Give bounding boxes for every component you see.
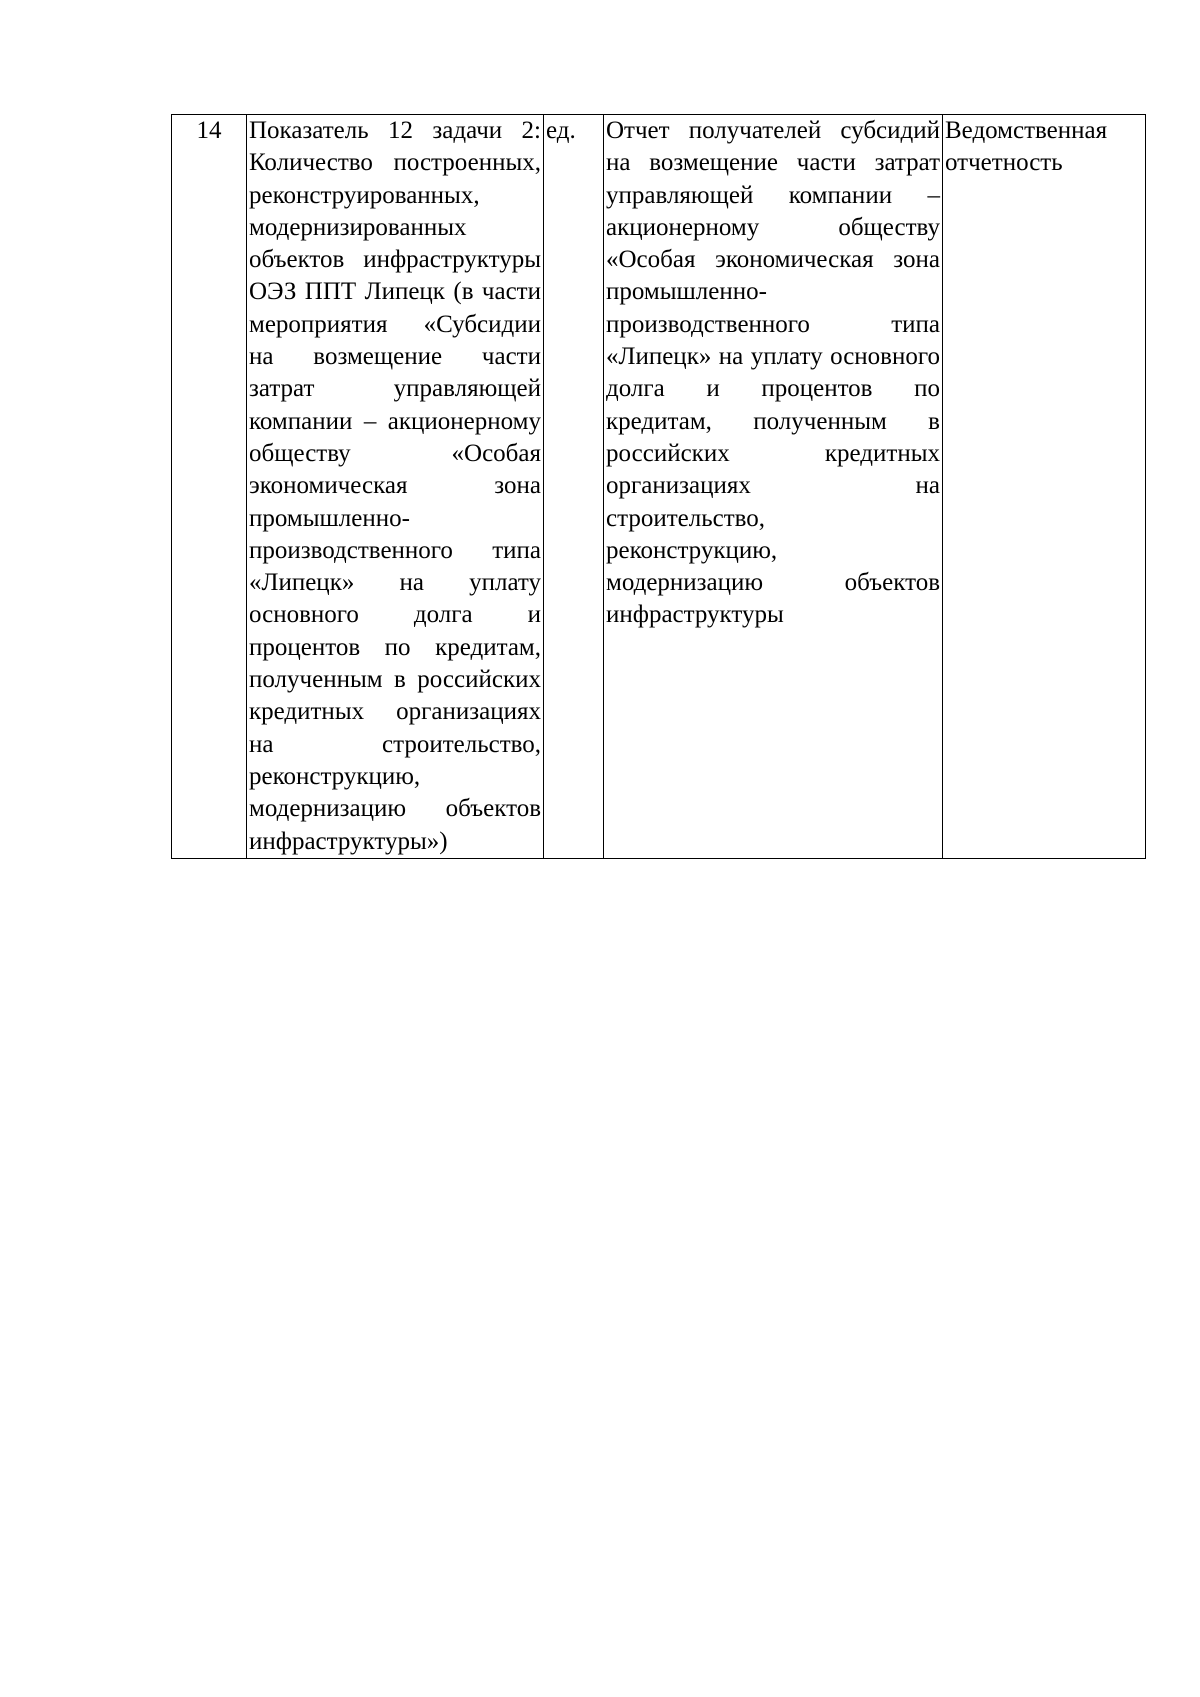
table-row [172, 115, 1146, 859]
row-number-cell [172, 115, 247, 859]
collection-method: Ведомственная отчетность [945, 117, 1108, 177]
indicator-name: Показатель 12 задачи 2: Количество построенных, реконструированных, модернизированных объектов инфраструктуры ОЭЗ ППТ Липецк (в части мероприятия «Субсидии на возмещение части затрат управляющей компании – акционерному обществу «Особая экономическая зона промышленно-производственного типа «Липецк» на уплату основного долга и процентов по кредитам, полученным в российских кредитных организациях на строительство, реконструкцию, модернизацию объектов инфраструктуры») [249, 117, 541, 855]
row-number: 14 [196, 117, 222, 144]
unit-cell [544, 115, 604, 859]
data-source: Отчет получателей субсидий на возмещение части затрат управляющей компании – акционерному обществу «Особая экономическая зона промышленно-производственного типа «Липецк» на уплату основного долга и процентов по кредитам, полученным в российских кредитных организациях на строительство, реконструкцию, модернизацию объектов инфраструктуры [606, 117, 940, 629]
indicator-name-cell [247, 115, 544, 859]
unit-of-measure: ед. [546, 117, 576, 144]
source-cell [604, 115, 943, 859]
method-cell [943, 115, 1146, 859]
indicator-table [171, 114, 1146, 859]
